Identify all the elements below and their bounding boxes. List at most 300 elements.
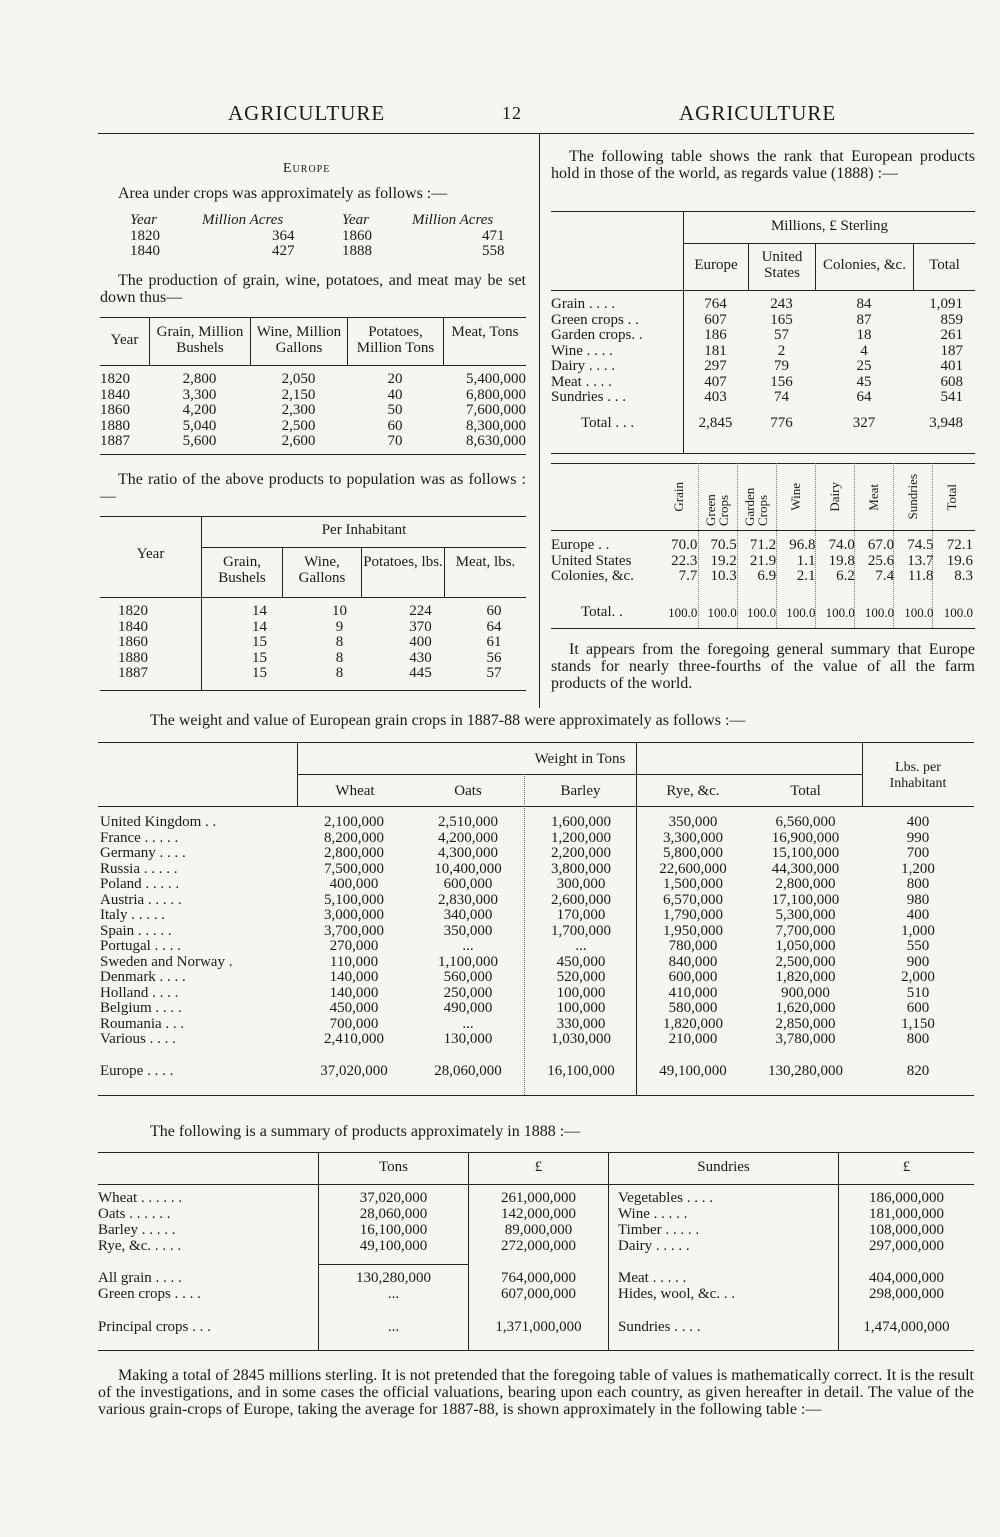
table-cell: 5,040 (182, 417, 217, 434)
rule (98, 806, 974, 807)
table-cell: 72.1 (946, 537, 973, 553)
table-cell: 407 (704, 373, 727, 390)
table-cell: 1,200,000 (551, 829, 611, 846)
table-cell: 61 (486, 634, 502, 650)
table-row (551, 328, 975, 344)
table-cell: 6,800,000 (466, 386, 526, 403)
table-row (100, 666, 526, 682)
table-cell: 2,200,000 (551, 845, 611, 861)
rule (98, 1184, 974, 1185)
table-cell: Garden crops. . (551, 327, 643, 343)
table-cell: 980 (906, 891, 930, 908)
table-row (100, 862, 974, 878)
table-row (100, 846, 974, 862)
table-cell: 608 (940, 373, 963, 390)
summary-cell: Meat . . . . . (618, 1270, 687, 1286)
summary-cell: 142,000,000 (501, 1206, 576, 1222)
table-cell: 8 (335, 634, 344, 650)
table-cell: 4,200 (182, 402, 217, 418)
summary-cell: 16,100,000 (359, 1222, 428, 1238)
table-cell: 261 (940, 327, 963, 343)
table-cell: 156 (770, 373, 793, 390)
table-row (551, 313, 975, 329)
table-row (100, 403, 526, 419)
column-divider (539, 133, 540, 708)
table-cell: 21.9 (749, 552, 777, 569)
table-row (100, 1017, 974, 1033)
table-row (100, 388, 526, 404)
table-cell: 25.6 (867, 552, 895, 569)
table-cell: 1,150 (901, 1015, 935, 1032)
table-cell: 1,000 (901, 922, 935, 939)
table-cell: 64 (856, 389, 872, 405)
rank-header: Europe (694, 257, 738, 273)
pct-header (815, 468, 854, 526)
table-cell: 1,820,000 (775, 969, 836, 985)
table-cell: 520,000 (556, 969, 606, 985)
table-cell: 2 (777, 342, 786, 359)
table-cell: 60 (486, 603, 502, 619)
table-cell: 15 (252, 665, 267, 681)
summary-cell: 181,000,000 (869, 1206, 944, 1222)
summary-cell: Sundries . . . . (618, 1319, 701, 1335)
table-cell: 15 (252, 649, 267, 666)
table-cell: 70.5 (710, 537, 737, 553)
summary-cell: 130,280,000 (356, 1270, 431, 1286)
table-cell: 1860 (118, 634, 148, 650)
table-cell: 1860 (100, 402, 130, 418)
table-cell: 8,200,000 (324, 829, 384, 846)
summary-cell: 272,000,000 (501, 1238, 576, 1254)
table-cell: 2,500,000 (775, 953, 836, 970)
area-intro: Area under crops was approximately as follows :— (118, 185, 448, 202)
pct-header (776, 468, 815, 526)
table-row (130, 229, 520, 245)
grain-header: Rye, &c. (666, 783, 720, 799)
summary-header: £ (902, 1159, 911, 1175)
table-row (551, 585, 975, 605)
summary-cell: Oats . . . . . . (98, 1206, 171, 1222)
table-cell: 2,600,000 (551, 891, 611, 908)
table-cell: 560,000 (443, 969, 493, 985)
table-cell: 403 (704, 389, 727, 405)
table-cell: 7,600,000 (466, 402, 526, 418)
table-cell: Italy . . . . . (100, 907, 165, 923)
table-cell: 6.9 (757, 568, 777, 584)
table-cell: 1820 (118, 603, 148, 619)
table-cell: 2,800,000 (324, 845, 384, 861)
summary-cell: All grain . . . . (98, 1270, 182, 1286)
table-cell: Total. . (581, 603, 623, 620)
table-cell: 9 (335, 618, 344, 635)
table-cell: 600 (906, 1000, 930, 1016)
rule (551, 211, 975, 212)
rule (100, 365, 526, 366)
table-row (100, 924, 974, 940)
summary-header: Sundries (697, 1159, 750, 1175)
grain-table (100, 815, 974, 1079)
rule (100, 454, 526, 455)
grain-header: Total (790, 783, 821, 799)
rank-header: United States (761, 249, 803, 281)
table-cell: 165 (770, 311, 793, 328)
table-cell: Austria . . . . . (100, 891, 182, 908)
production-intro: The production of grain, wine, potatoes, and meat may be set down thus— (100, 272, 526, 306)
table-cell: 2,000 (901, 969, 935, 985)
table-cell: Dairy . . . . (551, 358, 616, 374)
europe-heading: Europe (283, 161, 331, 176)
table-cell: 56 (486, 649, 502, 666)
table-cell: 990 (906, 829, 930, 846)
table-cell: 430 (409, 649, 432, 666)
table-cell: 3,948 (929, 414, 963, 431)
table-row (100, 1001, 974, 1017)
table-row (100, 939, 974, 955)
vrule (608, 1152, 609, 1350)
summary-cell: Barley . . . . . (98, 1222, 176, 1238)
summary-cell: Timber . . . . . (618, 1222, 700, 1238)
table-cell: 1887 (100, 433, 130, 449)
table-cell: 1880 (118, 649, 148, 666)
table-cell: 49,100,000 (659, 1062, 727, 1079)
table-cell: 16,100,000 (547, 1062, 615, 1079)
table-cell: 700,000 (329, 1015, 379, 1032)
table-cell: 100.0 (786, 604, 816, 620)
table-cell: 2,510,000 (438, 814, 498, 830)
grain-header: Barley (560, 783, 601, 799)
ratio-header: Meat, lbs. (455, 554, 516, 570)
table-cell: 400 (409, 634, 432, 650)
table-cell: 3,000,000 (324, 907, 384, 923)
table-cell: 170,000 (556, 907, 606, 923)
table-cell: 2,830,000 (438, 891, 498, 908)
table-cell: 541 (940, 389, 963, 405)
pct-header (893, 468, 932, 526)
table-row (100, 635, 526, 651)
table-cell: Holland . . . . (100, 984, 179, 1001)
prod-header: Meat, Tons (451, 324, 519, 340)
table-row (100, 986, 974, 1002)
table-cell: Russia . . . . . (100, 860, 178, 877)
table-cell: 100,000 (556, 1000, 606, 1016)
table-row (551, 406, 975, 416)
table-cell: 1,100,000 (438, 953, 498, 970)
table-row (551, 359, 975, 375)
table-cell: 1,600,000 (551, 814, 611, 830)
table-cell: Colonies, &c. (551, 568, 634, 584)
ratio-group-header: Per Inhabitant (321, 522, 407, 538)
pct-header-label: Wine (788, 483, 803, 511)
table-cell: 1,700,000 (551, 922, 611, 939)
cell: 471 (482, 227, 505, 244)
table-cell: 370 (409, 618, 432, 635)
rank-header: Total (929, 257, 960, 273)
table-cell: 350,000 (443, 922, 493, 939)
table-cell: 900 (906, 953, 930, 970)
cell: 427 (272, 243, 295, 259)
table-cell: 37,020,000 (320, 1062, 388, 1079)
table-cell: 327 (852, 414, 876, 431)
table-cell: 19.8 (828, 552, 855, 569)
summary-cell: 28,060,000 (359, 1206, 428, 1222)
table-cell: 19.6 (946, 552, 973, 569)
table-cell: 71.2 (749, 537, 777, 553)
ratio-header: Wine, Gallons (298, 554, 346, 586)
table-cell: 2,845 (698, 414, 733, 431)
table-cell: 18 (856, 327, 872, 343)
table-cell: Belgium . . . . (100, 1000, 182, 1016)
table-cell: 410,000 (668, 984, 718, 1001)
table-cell: ... (462, 1015, 474, 1032)
table-cell: 1,500,000 (663, 876, 723, 892)
table-cell: 60 (387, 417, 403, 434)
rule (98, 742, 974, 743)
table-cell: 67.0 (867, 537, 895, 553)
table-cell: 70.0 (671, 537, 698, 553)
prod-header: Potatoes, Million Tons (356, 324, 435, 356)
pct-summary: It appears from the foregoing general summary that Europe stands for nearly three-fourths of the value of all the farm products of the world. (551, 641, 975, 692)
pct-header (698, 468, 737, 526)
table-cell: 11.8 (907, 568, 934, 584)
table-cell: Germany . . . . (100, 845, 186, 861)
rule (551, 453, 975, 454)
table-cell: 1,820,000 (663, 1015, 723, 1032)
rank-group-header: Millions, £ Sterling (770, 218, 889, 234)
summary-cell: 1,474,000,000 (863, 1319, 950, 1335)
table-row (551, 416, 975, 432)
table-cell: 600,000 (443, 876, 493, 892)
rule (551, 290, 975, 291)
table-cell: Various . . . . (100, 1031, 176, 1047)
table-cell: 400,000 (329, 876, 379, 892)
summary-cell: Wheat . . . . . . (98, 1190, 183, 1206)
grain-intro: The weight and value of European grain crops in 1887-88 were approximately as follows :— (150, 712, 746, 729)
table-cell: 7.4 (875, 568, 895, 584)
table-cell: 6.2 (836, 568, 855, 584)
pct-header-label: Meat (866, 483, 881, 511)
table-cell: 57 (774, 327, 789, 343)
summary-cell: 89,000,000 (504, 1222, 573, 1238)
ratio-header: Grain, Bushels (218, 554, 266, 586)
table-cell: 700 (906, 845, 930, 861)
summary-cell: 607,000,000 (501, 1286, 576, 1302)
table-cell: Wine . . . . (551, 342, 613, 359)
summary-cell: 108,000,000 (869, 1222, 944, 1238)
table-cell: 840,000 (668, 953, 718, 970)
table-row (100, 1032, 974, 1048)
ratio-intro: The ratio of the above products to population was as follows :— (100, 471, 526, 505)
summary-cell: Principal crops . . . (98, 1319, 211, 1335)
table-cell: 14 (252, 618, 267, 635)
rule (551, 628, 975, 629)
table-row (551, 605, 975, 621)
cell: 1840 (130, 243, 160, 259)
pct-header-label: Total (944, 483, 959, 511)
table-cell: 100,000 (556, 984, 606, 1001)
table-cell: 22.3 (671, 552, 698, 569)
table-row (100, 955, 974, 971)
table-cell: Poland . . . . . (100, 876, 180, 892)
table-cell: 450,000 (329, 1000, 379, 1016)
table-cell: 2,150 (281, 386, 316, 403)
ratio-header: Year (136, 546, 165, 562)
table-cell: 2,100,000 (324, 814, 384, 830)
rule (100, 597, 526, 598)
rule (551, 463, 975, 464)
table-cell: 130,280,000 (768, 1062, 843, 1079)
vrule (862, 742, 863, 806)
area-table (130, 213, 520, 260)
summary-cell: Green crops . . . . (98, 1286, 201, 1302)
table-cell: 22,600,000 (659, 860, 727, 877)
table-cell: 186 (704, 327, 727, 343)
table-cell: Grain . . . . (551, 296, 616, 312)
summary-header: Tons (379, 1159, 408, 1175)
table-cell: 2,800 (182, 371, 217, 387)
table-row (100, 1048, 974, 1064)
table-row (100, 877, 974, 893)
table-cell: 20 (387, 371, 403, 387)
cell: 1888 (342, 243, 372, 259)
table-cell: 15,100,000 (771, 845, 840, 861)
table-cell: 340,000 (443, 907, 493, 923)
table-cell: 8 (335, 649, 344, 666)
table-row (130, 244, 520, 260)
table-cell: 70 (387, 433, 403, 449)
table-cell: 7.7 (678, 568, 698, 584)
table-cell: Denmark . . . . (100, 969, 186, 985)
rule (98, 1152, 974, 1153)
table-cell: 74.5 (907, 537, 934, 553)
table-cell: 1887 (118, 665, 148, 681)
grain-group-header: Weight in Tons (534, 751, 626, 767)
table-cell: 44,300,000 (771, 860, 840, 877)
table-row (100, 651, 526, 667)
table-cell: 7,700,000 (775, 922, 836, 939)
table-cell: 74.0 (828, 537, 855, 553)
table-cell: 445 (409, 665, 432, 681)
table-cell: 57 (486, 665, 502, 681)
pct-header (659, 468, 698, 526)
table-cell: 87 (856, 311, 872, 328)
table-cell: 2,850,000 (775, 1015, 836, 1032)
table-cell: 13.7 (907, 552, 934, 569)
table-cell: Meat . . . . (551, 373, 612, 390)
table-cell: 15 (252, 634, 267, 650)
table-cell: Sundries . . . (551, 389, 626, 405)
table-cell: 6,570,000 (663, 891, 723, 908)
table-cell: 1840 (100, 386, 130, 403)
table-cell: 74 (774, 389, 789, 405)
running-header-left: AGRICULTURE (228, 101, 386, 125)
table-cell: 28,060,000 (434, 1062, 502, 1079)
ratio-header: Potatoes, lbs. (363, 554, 443, 570)
pct-header-label: Green Crops (702, 494, 731, 526)
summary-cell: ... (387, 1319, 400, 1335)
table-cell: 5,600 (182, 433, 217, 449)
table-row (100, 604, 526, 620)
table-row (551, 344, 975, 360)
table-cell: 820 (906, 1062, 930, 1079)
table-row (100, 970, 974, 986)
rule (297, 774, 862, 775)
pct-header (932, 468, 971, 526)
summary-cell: 261,000,000 (501, 1190, 576, 1206)
table-cell: 2,500 (281, 417, 316, 434)
table-cell: 130,000 (443, 1031, 493, 1047)
table-cell: 110,000 (329, 953, 379, 970)
table-cell: 800 (906, 1031, 930, 1047)
table-cell: 19.2 (710, 552, 737, 569)
table-row (551, 569, 975, 585)
table-row (551, 375, 975, 391)
table-cell: 2,600 (281, 433, 316, 449)
pct-header-label: Sundries (905, 474, 920, 520)
table-cell: United Kingdom . . (100, 814, 217, 830)
table-cell: Portugal . . . . (100, 938, 181, 954)
table-cell: 84 (856, 296, 872, 312)
table-row (100, 831, 974, 847)
header-rule (98, 133, 974, 134)
table-cell: 859 (940, 311, 963, 328)
table-cell: 510 (906, 984, 930, 1001)
table-cell: United States (551, 552, 632, 569)
table-cell: Roumania . . . (100, 1015, 185, 1032)
table-cell: 1,790,000 (663, 907, 723, 923)
table-cell: 4 (860, 342, 868, 359)
grain-header: Oats (454, 783, 482, 799)
table-row (100, 419, 526, 435)
table-cell: 764 (704, 296, 727, 312)
rule (98, 1095, 974, 1096)
rule (551, 530, 975, 531)
table-cell: 8 (335, 665, 344, 681)
table-cell: 1,091 (929, 296, 963, 312)
table-cell: 7,500,000 (324, 860, 384, 877)
table-row (100, 815, 974, 831)
table-cell: 1840 (118, 618, 148, 635)
table-cell: Green crops . . (551, 311, 639, 328)
table-cell: 8,630,000 (466, 433, 526, 449)
table-cell: 45 (856, 373, 872, 390)
rule (98, 1350, 974, 1351)
prod-header: Wine, Million Gallons (256, 324, 342, 356)
prod-header: Grain, Million Bushels (156, 324, 244, 356)
cell: 1860 (342, 227, 372, 244)
table-cell: 2.1 (796, 568, 816, 584)
table-cell: 1,200 (901, 860, 935, 877)
cell: 1820 (130, 227, 160, 244)
table-cell: 10,400,000 (434, 860, 502, 877)
table-cell: Sweden and Norway . (100, 953, 233, 970)
table-cell: 300,000 (556, 876, 606, 892)
table-cell: 210,000 (668, 1031, 718, 1047)
summary-cell: Dairy . . . . . (618, 1238, 690, 1254)
table-cell: 100.0 (825, 604, 855, 620)
rule (201, 547, 526, 548)
summary-cell: 298,000,000 (869, 1286, 944, 1302)
table-cell: 40 (387, 386, 403, 403)
summary-cell: Rye, &c. . . . . (98, 1238, 182, 1254)
prod-header: Year (110, 332, 139, 348)
table-cell: 1.1 (796, 552, 816, 569)
summary-cell: 404,000,000 (869, 1270, 944, 1286)
table-cell: 5,100,000 (324, 891, 384, 908)
table-cell: 776 (770, 414, 793, 431)
area-col-acres: Million Acres (202, 212, 284, 228)
table-cell: 1,620,000 (775, 1000, 836, 1016)
table-row (100, 434, 526, 450)
